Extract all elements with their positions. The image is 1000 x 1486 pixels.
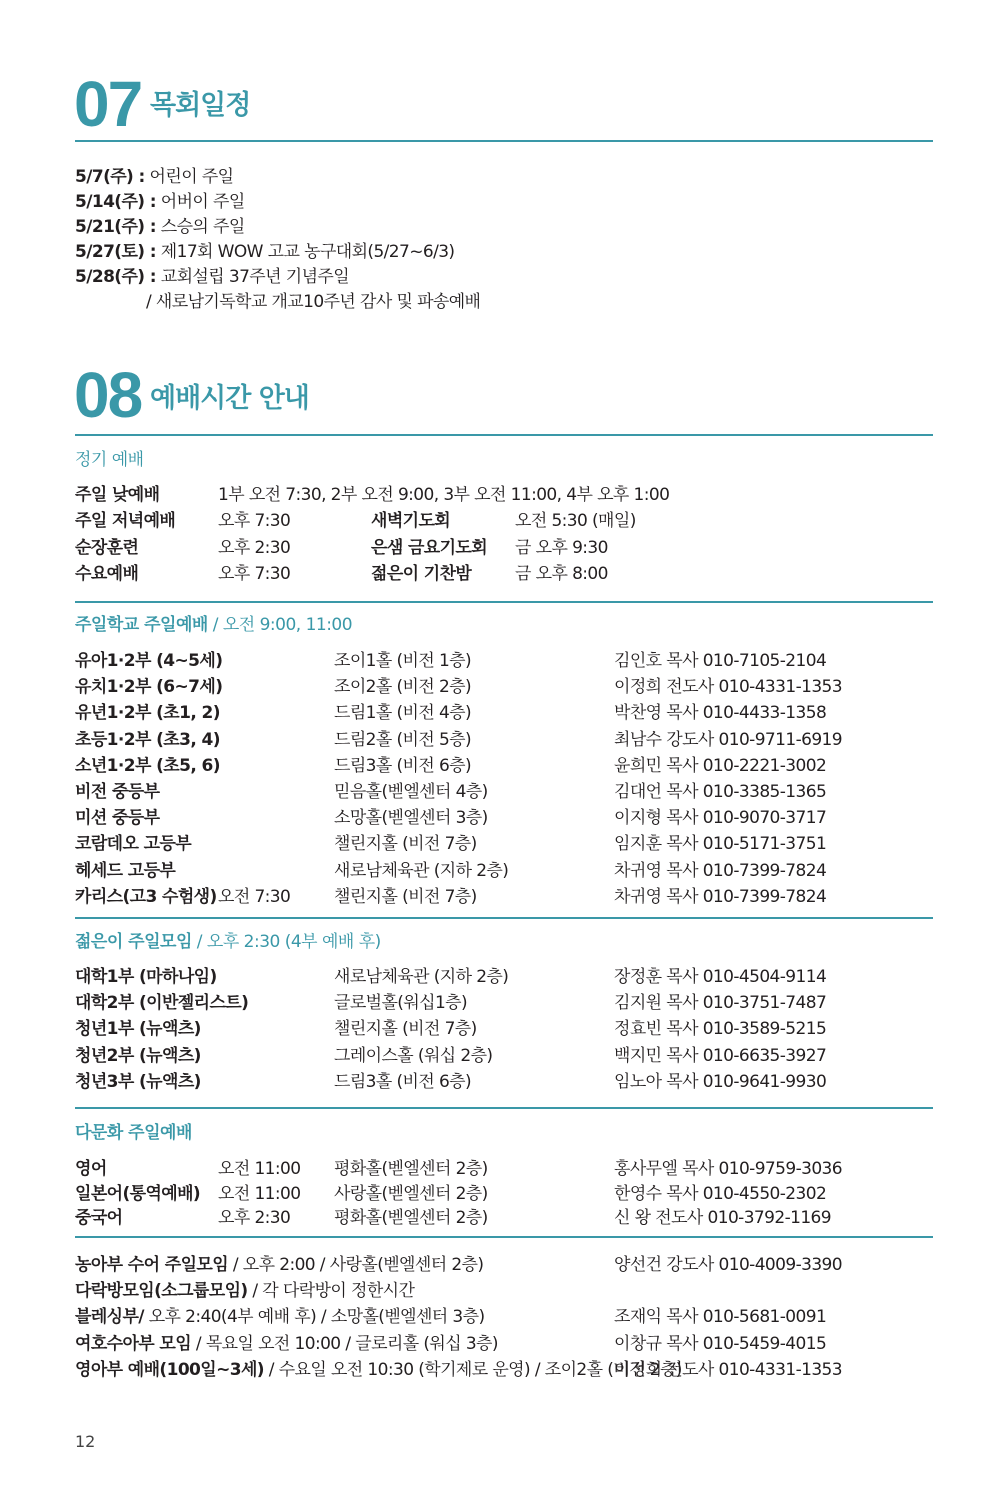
department-name: 유아1·2부 (4~5세) [75, 651, 223, 671]
department-contact: 이정희 전도사 010-4331-1353 [614, 677, 842, 698]
worship-label: 수요예배 [75, 564, 139, 584]
meeting-contact: 이정희 전도사 010-4331-1353 [614, 1359, 842, 1380]
language-name: 일본어(통역예배) [75, 1183, 201, 1204]
regular-worship-heading: 정기 예배 [75, 450, 144, 470]
department-contact: 이지형 목사 010-9070-3717 [614, 808, 827, 829]
multicultural-heading: 다문화 주일예배 [75, 1123, 192, 1143]
worship-label: 젊은이 기찬밤 [371, 564, 472, 584]
schedule-date: 5/21(주) : [75, 217, 156, 237]
schedule-item [75, 237, 454, 262]
department-name: 소년1·2부 (초5, 6) [75, 755, 220, 776]
department-place: 드림2홀 (비전 5층) [334, 729, 472, 750]
language-time: 오후 2:30 [218, 1208, 291, 1228]
department-name: 초등1·2부 (초3, 4) [75, 729, 220, 750]
language-time: 오전 11:00 [218, 1183, 301, 1204]
department-place: 조이2홀 (비전 2층) [334, 677, 472, 698]
meeting-name: 다락방모임(소그룹모임) [75, 1281, 248, 1302]
worship-label: 주일 저녁예배 [75, 511, 176, 531]
meeting-contact: 조재익 목사 010-5681-0091 [614, 1307, 827, 1328]
meeting-detail: / 각 다락방이 정한시간 [247, 1281, 415, 1302]
schedule-item [75, 162, 233, 187]
department-place: 조이1홀 (비전 1층) [334, 651, 472, 671]
department-contact: 백지민 목사 010-6635-3927 [614, 1045, 827, 1066]
department-name: 비전 중등부 [75, 782, 160, 802]
meeting-detail: / 목요일 오전 10:00 / 글로리홀 (워십 3층) [191, 1333, 498, 1354]
meeting-item [75, 1355, 682, 1380]
meeting-contact: 양선건 강도사 010-4009-3390 [614, 1255, 842, 1275]
divider [75, 1107, 933, 1109]
department-name: 유년1·2부 (초1, 2) [75, 703, 220, 724]
section-number-07: 07 [74, 68, 142, 140]
department-name: 카리스(고3 수험생) [75, 886, 217, 907]
schedule-text: 스승의 주일 [155, 217, 245, 237]
section-title-schedule: 목회일정 [150, 90, 251, 121]
department-contact: 차귀영 목사 010-7399-7824 [614, 886, 827, 907]
department-contact: 박찬영 목사 010-4433-1358 [614, 703, 827, 724]
schedule-text: 교회설립 37주년 기념주일 [155, 267, 350, 287]
divider [75, 917, 933, 919]
schedule-continuation: / 새로남기독학교 개교10주년 감사 및 파송예배 [146, 292, 481, 312]
department-contact: 임노아 목사 010-9641-9930 [614, 1071, 827, 1092]
meeting-item [75, 1302, 485, 1327]
language-contact: 신 왕 전도사 010-3792-1169 [614, 1208, 831, 1228]
worship-time: 금 오후 8:00 [515, 564, 608, 584]
meeting-detail: / 오후 2:00 / 사랑홀(벧엘센터 2층) [228, 1255, 484, 1275]
department-place: 믿음홀(벧엘센터 4층) [334, 782, 488, 802]
language-place: 사랑홀(벧엘센터 2층) [334, 1183, 488, 1204]
youth-heading: 젊은이 주일모임 / 오후 2:30 (4부 예배 후) [75, 932, 381, 952]
department-contact: 김대언 목사 010-3385-1365 [614, 782, 827, 802]
department-contact: 정효빈 목사 010-3589-5215 [614, 1019, 827, 1040]
schedule-date: 5/14(주) : [75, 192, 156, 212]
schedule-item [75, 187, 245, 212]
department-contact: 차귀영 목사 010-7399-7824 [614, 860, 827, 881]
department-contact: 김지원 목사 010-3751-7487 [614, 993, 827, 1014]
department-place: 챌린지홀 (비전 7층) [334, 834, 477, 855]
language-contact: 한영수 목사 010-4550-2302 [614, 1183, 827, 1204]
department-place: 새로남체육관 (지하 2층) [334, 967, 509, 987]
department-time: 오전 7:30 [218, 886, 291, 907]
meeting-contact: 이창규 목사 010-5459-4015 [614, 1333, 827, 1354]
department-name: 미션 중등부 [75, 808, 160, 829]
department-name: 코람데오 고등부 [75, 834, 192, 855]
department-place: 드림3홀 (비전 6층) [334, 755, 472, 776]
divider [75, 601, 933, 603]
meeting-name: 농아부 수어 주일모임 [75, 1255, 229, 1275]
department-place: 챌린지홀 (비전 7층) [334, 1019, 477, 1040]
department-contact: 윤희민 목사 010-2221-3002 [614, 755, 827, 776]
page-number: 12 [75, 1432, 96, 1451]
language-time: 오전 11:00 [218, 1159, 301, 1179]
worship-time: 오후 2:30 [218, 537, 291, 558]
department-name: 청년1부 (뉴액츠) [75, 1019, 201, 1040]
department-place: 그레이스홀 (워십 2층) [334, 1045, 493, 1066]
meeting-detail: 오후 2:40(4부 예배 후) / 소망홀(벧엘센터 3층) [143, 1307, 485, 1328]
schedule-text: 어버이 주일 [155, 192, 245, 212]
sunday-school-heading: 주일학교 주일예배 / 오전 9:00, 11:00 [75, 615, 353, 635]
worship-label: 새벽기도회 [371, 511, 451, 531]
meeting-item [75, 1329, 498, 1354]
department-contact: 임지훈 목사 010-5171-3751 [614, 834, 827, 855]
schedule-text: 제17회 WOW 고교 농구대회(5/27~6/3) [155, 242, 455, 262]
schedule-date: 5/7(주) : [75, 167, 145, 187]
department-place: 새로남체육관 (지하 2층) [334, 860, 509, 881]
sunday-day-times: 1부 오전 7:30, 2부 오전 9:00, 3부 오전 11:00, 4부 오후 1:00 [218, 485, 670, 505]
section-number-08: 08 [74, 359, 142, 431]
language-name: 중국어 [75, 1208, 123, 1228]
divider [75, 434, 933, 436]
department-name: 헤세드 고등부 [75, 860, 176, 881]
meeting-name: 블레싱부/ [75, 1307, 144, 1328]
department-name: 대학1부 (마하나임) [75, 967, 217, 987]
divider [75, 1236, 933, 1238]
language-contact: 홍사무엘 목사 010-9759-3036 [614, 1159, 842, 1179]
department-contact: 최남수 강도사 010-9711-6919 [614, 729, 842, 750]
divider [75, 140, 933, 142]
worship-time: 오전 5:30 (매일) [515, 511, 636, 531]
schedule-text: 어린이 주일 [144, 167, 234, 187]
section-title-worship-times: 예배시간 안내 [150, 383, 309, 414]
department-contact: 장정훈 목사 010-4504-9114 [614, 967, 827, 987]
department-place: 드림3홀 (비전 6층) [334, 1071, 472, 1092]
meeting-detail: / 수요일 오전 10:30 (학기제로 운영) / 조이2홀 (비전 2층) [263, 1359, 682, 1380]
meeting-item [75, 1250, 483, 1275]
meeting-name: 영아부 예배(100일~3세) [75, 1359, 264, 1380]
worship-label: 은샘 금요기도회 [371, 537, 488, 558]
department-place: 소망홀(벧엘센터 3층) [334, 808, 488, 829]
department-place: 글로벌홀(워십1층) [334, 993, 468, 1014]
department-name: 유치1·2부 (6~7세) [75, 677, 223, 698]
worship-time: 오후 7:30 [218, 511, 291, 531]
worship-time: 오후 7:30 [218, 564, 291, 584]
department-name: 청년3부 (뉴액츠) [75, 1071, 201, 1092]
worship-time: 금 오후 9:30 [515, 537, 608, 558]
meeting-item [75, 1276, 414, 1301]
sunday-day-label: 주일 낮예배 [75, 485, 160, 505]
meeting-name: 여호수아부 모임 [75, 1333, 192, 1354]
department-place: 드림1홀 (비전 4층) [334, 703, 472, 724]
department-place: 챌린지홀 (비전 7층) [334, 886, 477, 907]
language-name: 영어 [75, 1159, 107, 1179]
schedule-item [75, 212, 245, 237]
language-place: 평화홀(벧엘센터 2층) [334, 1159, 488, 1179]
department-name: 대학2부 (이반젤리스트) [75, 993, 249, 1014]
department-contact: 김인호 목사 010-7105-2104 [614, 651, 827, 671]
schedule-item [75, 262, 349, 287]
schedule-date: 5/27(토) : [75, 242, 156, 262]
department-name: 청년2부 (뉴액츠) [75, 1045, 201, 1066]
language-place: 평화홀(벧엘센터 2층) [334, 1208, 488, 1228]
worship-label: 순장훈련 [75, 537, 139, 558]
schedule-date: 5/28(주) : [75, 267, 156, 287]
